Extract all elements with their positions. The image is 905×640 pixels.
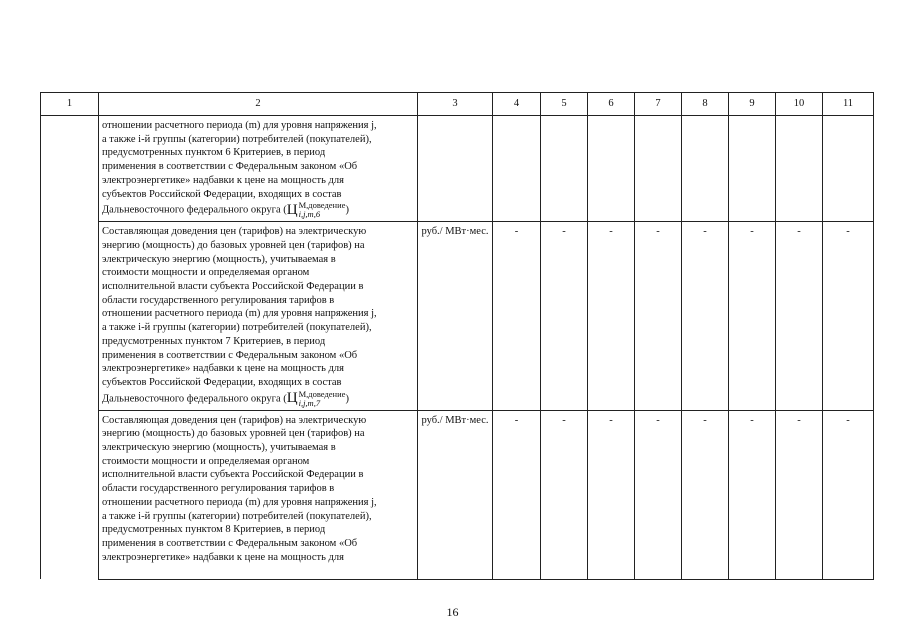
formula-superscript: М,доведение [298,200,346,211]
formula-symbol: Ц [286,201,298,218]
description-line: стоимости мощности и определяемая органом [102,455,310,467]
description-line: субъектов Российской Федерации, входящих в состав [102,376,342,388]
unit-cell: руб./ МВт·мес. [418,410,493,579]
description-line: применения в соответствии с Федеральным законом «Об [102,161,358,173]
column-header: 8 [682,93,729,116]
description-line: электроэнергетике» надбавки к цене на мощность для [102,551,344,563]
value-cell [588,116,635,222]
description-line: а также i-й группы (категории) потребителей (покупателей), [102,510,372,522]
value-cell: - [823,222,874,410]
description-line: области государственного регулирования тарифов в [102,483,335,495]
tariff-table [40,92,874,580]
value-cell: - [541,222,588,410]
formula-subscript: i,j,m,7 [298,397,321,408]
description-line: отношении расчетного периода (m) для уровня напряжения j, [102,308,377,320]
value-cell: - [823,410,874,579]
column-header: 2 [99,93,418,116]
description-line: предусмотренных пунктом 6 Критериев, в период [102,147,326,159]
description-line: субъектов Российской Федерации, входящих в состав [102,188,342,200]
column-header: 5 [541,93,588,116]
description-line: исполнительной власти субъекта Российской Федерации в [102,281,364,293]
formula-superscript: М,доведение [298,388,346,399]
page-number: 16 [446,605,459,619]
column-header: 6 [588,93,635,116]
unit-cell: руб./ МВт·мес. [418,222,493,410]
description-line: области государственного регулирования тарифов в [102,294,335,306]
description-line: Составляющая доведения цен (тарифов) на электрическую [102,414,367,426]
column-header: 3 [418,93,493,116]
description-line: энергию (мощность) до базовых уровней цен (тарифов) на [102,239,365,251]
value-cell [541,116,588,222]
value-cell [682,116,729,222]
description-line: исполнительной власти субъекта Российской Федерации в [102,469,364,481]
formula-indices [299,390,346,408]
value-cell: - [588,222,635,410]
description-line: Составляющая доведения цен (тарифов) на электрическую [102,226,367,238]
description-line: а также i-й группы (категории) потребителей (покупателей), [102,133,372,145]
description-line: электроэнергетике» надбавки к цене на мощность для [102,174,344,186]
description-line: отношении расчетного периода (m) для уровня напряжения j, [102,120,377,131]
description-line: отношении расчетного периода (m) для уровня напряжения j, [102,496,377,508]
column-header: 10 [776,93,823,116]
table-header-row [41,93,874,116]
value-cell: - [682,410,729,579]
value-cell: - [541,410,588,579]
column-header: 9 [729,93,776,116]
value-cell: - [493,222,541,410]
table-row [41,116,874,222]
table-row [41,222,874,410]
value-cell: - [776,410,823,579]
description-line: Дальневосточного федерального округа ( [102,393,287,405]
value-cell: - [588,410,635,579]
description-cell [99,222,418,410]
unit-cell [418,116,493,222]
formula-indices [299,201,346,219]
description-line: применения в соответствии с Федеральным законом «Об [102,537,358,549]
description-line: Дальневосточного федерального округа ( [102,204,287,216]
value-cell: - [729,222,776,410]
formula-symbol: Ц [286,390,298,407]
value-cell [823,116,874,222]
column-header: 7 [635,93,682,116]
value-cell: - [493,410,541,579]
description-line: электрическую энергию (мощность), учитываемая в [102,253,336,265]
row-number-cell [41,116,99,580]
column-header: 4 [493,93,541,116]
description-line: а также i-й группы (категории) потребителей (покупателей), [102,322,372,334]
table-row [41,410,874,579]
value-cell: - [776,222,823,410]
value-cell [493,116,541,222]
value-cell [729,116,776,222]
description-line: предусмотренных пунктом 7 Критериев, в период [102,335,326,347]
value-cell: - [635,410,682,579]
value-cell: - [729,410,776,579]
description-line: электроэнергетике» надбавки к цене на мощность для [102,363,344,375]
value-cell: - [635,222,682,410]
description-cell [99,116,418,222]
formula-subscript: i,j,m,6 [298,209,321,220]
description-cell [99,410,418,579]
description-line: электрическую энергию (мощность), учитываемая в [102,442,336,454]
description-line: стоимости мощности и определяемая органом [102,267,310,279]
column-header: 11 [823,93,874,116]
value-cell [635,116,682,222]
value-cell: - [682,222,729,410]
description-line-formula [102,201,414,219]
description-line: предусмотренных пунктом 8 Критериев, в период [102,524,326,536]
description-line: применения в соответствии с Федеральным законом «Об [102,349,358,361]
description-line-formula [102,390,414,408]
description-line: энергию (мощность) до базовых уровней цен (тарифов) на [102,428,365,440]
value-cell [776,116,823,222]
formula-close: ) [345,204,349,216]
formula-close: ) [345,393,349,405]
column-header: 1 [41,93,99,116]
